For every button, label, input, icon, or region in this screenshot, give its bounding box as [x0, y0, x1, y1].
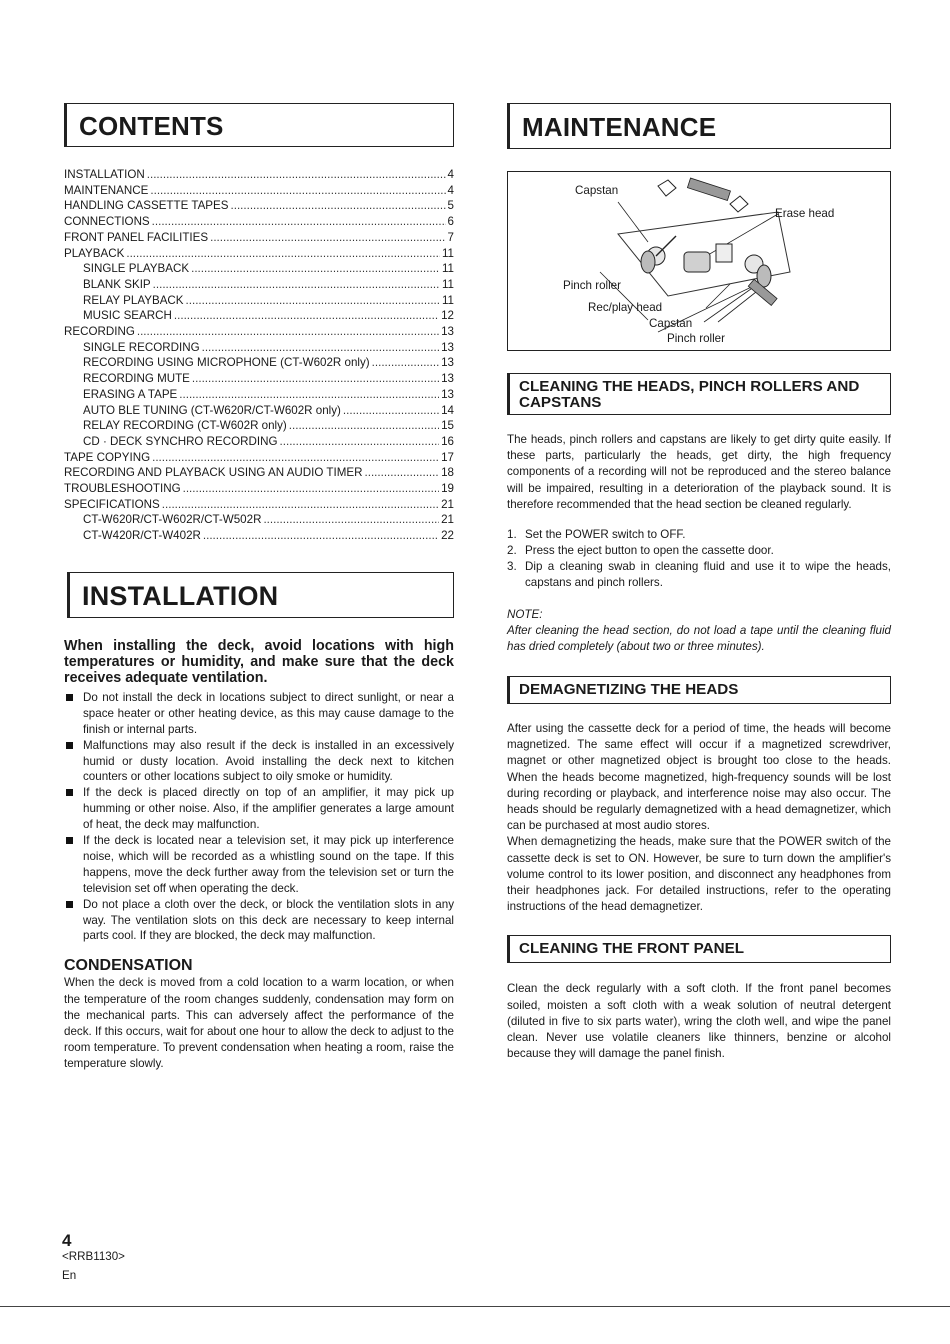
left-column: [64, 103, 454, 1073]
toc-leader-dots: [152, 214, 446, 230]
toc-entry-label: RECORDING USING MICROPHONE (CT-W602R only): [83, 356, 370, 370]
toc-entry: [64, 418, 454, 434]
toc-leader-dots: [183, 481, 439, 497]
bullet-square-icon: [66, 789, 73, 796]
toc-entry-page: 22: [441, 529, 454, 543]
toc-entry: [64, 230, 454, 246]
toc-entry-page: 14: [441, 403, 454, 417]
toc-leader-dots: [210, 230, 445, 246]
list-item: If the deck is placed directly on top of an amplifier, it may pick up humming or other noise. Also, if the amplifier generates a large amount of heat, the deck may malfunction.: [64, 785, 454, 833]
toc-entry-page: 17: [441, 450, 454, 464]
toc-entry: [64, 214, 454, 230]
toc-entry: [64, 293, 454, 309]
demagnetizing-text-1: After using the cassette deck for a period of time, the heads will become magnetized. The same effect will occur if a magnetized screwdriver, magnet or other magnetized object is brought too close to the heads. When the heads become magnetized, high-frequency sounds will be lost during recording or playback, and interference noise may also occur. The heads should be regularly demagnetized with a head demagnetizer, which can be purchased at most audio stores.: [507, 722, 891, 833]
toc-leader-dots: [365, 465, 440, 481]
toc-entry-page: 13: [441, 325, 454, 339]
toc-entry-page: 21: [441, 497, 454, 511]
toc-entry: [64, 434, 454, 450]
page-bottom-divider: [0, 1306, 950, 1307]
toc-leader-dots: [343, 403, 439, 419]
toc-leader-dots: [126, 246, 440, 262]
toc-entry-page: 5: [447, 199, 454, 213]
list-item: 3. Dip a cleaning swab in cleaning fluid and use it to wipe the heads, capstans and pinch rollers.: [507, 560, 891, 590]
table-of-contents: [64, 167, 454, 544]
toc-leader-dots: [150, 183, 445, 199]
toc-entry-label: SINGLE PLAYBACK: [83, 262, 190, 276]
toc-entry-page: 11: [441, 262, 454, 276]
demagnetizing-heading: DEMAGNETIZING THE HEADS: [507, 676, 891, 704]
toc-leader-dots: [137, 324, 439, 340]
installation-warning: When installing the deck, avoid locations with high temperatures or humidity, and make sure that the deck receives adequate ventilation.: [64, 637, 454, 686]
toc-leader-dots: [289, 418, 439, 434]
toc-leader-dots: [162, 497, 439, 513]
toc-entry-page: 11: [441, 293, 454, 307]
toc-entry-page: 16: [441, 434, 454, 448]
toc-entry: [64, 167, 454, 183]
toc-entry: [64, 512, 454, 528]
toc-leader-dots: [147, 167, 446, 183]
toc-entry-label: RELAY PLAYBACK: [83, 293, 184, 307]
toc-entry-label: SINGLE RECORDING: [83, 340, 200, 354]
note-label: NOTE:: [507, 608, 543, 622]
front-panel-text: Clean the deck regularly with a soft cloth. If the front panel becomes soiled, moisten a soft cloth with a weak solution of neutral detergent (diluted in five to six parts water), wring the cloth well, and wipe the panel clean. Never use volatile cleaners like thinners, benzine or alcohol because they will damage the panel finish.: [507, 982, 891, 1061]
toc-entry-label: RECORDING MUTE: [83, 372, 190, 386]
bullet-square-icon: [66, 742, 73, 749]
toc-entry-page: 13: [441, 356, 454, 370]
toc-entry-label: INSTALLATION: [64, 168, 145, 181]
toc-leader-dots: [191, 261, 440, 277]
toc-entry-label: CT-W620R/CT-W602R/CT-W502R: [83, 513, 262, 527]
list-item: Do not install the deck in locations subject to direct sunlight, or near a space heater or other heating device, as this may cause damage to the finish or internal parts.: [64, 690, 454, 738]
demagnetizing-text-2: When demagnetizing the heads, make sure that the POWER switch of the cassette deck is set to ON. However, be sure to turn down the amplifier's volume control to its lower position, and disconnect any headphones from their headphones jack. For detailed instructions, refer to the operating instructions of the head demagnetizer.: [507, 835, 891, 914]
toc-entry: [64, 246, 454, 262]
condensation-text: When the deck is moved from a cold location to a warm location, or when the temperature of the room changes suddenly, condensation may form on the mechanical parts. This can adversely affect the performance of the deck. If this occurs, wait for about one hour to allow the deck to adjust to the room temperature. To prevent condensation when heating a room, raise the temperature slowly.: [64, 976, 454, 1071]
right-column: [507, 103, 891, 1062]
installation-heading: INSTALLATION: [67, 572, 454, 618]
toc-leader-dots: [153, 277, 440, 293]
toc-leader-dots: [179, 387, 439, 403]
toc-entry-label: RECORDING AND PLAYBACK USING AN AUDIO TIMER: [64, 466, 363, 480]
toc-entry-label: RELAY RECORDING (CT-W602R only): [83, 419, 287, 433]
list-item: Do not place a cloth over the deck, or block the ventilation slots in any way. The ventilation slots on this deck are necessary to keep internal parts cool. If they are blocked, the deck may malfunction.: [64, 897, 454, 945]
toc-entry-label: CONNECTIONS: [64, 215, 150, 229]
toc-leader-dots: [263, 512, 439, 528]
label-erase-head: Erase head: [775, 207, 835, 220]
list-item: Malfunctions may also result if the deck is installed in an excessively humid or dusty location. Avoid installing the deck next to kitchen counters or other locations subject to oily smoke or humidity.: [64, 738, 454, 786]
toc-entry-page: 18: [441, 466, 454, 480]
toc-entry-label: TROUBLESHOOTING: [64, 482, 181, 496]
toc-entry-label: MUSIC SEARCH: [83, 309, 172, 323]
toc-entry-label: MAINTENANCE: [64, 183, 149, 197]
toc-entry-label: CT-W420R/CT-W402R: [83, 529, 201, 543]
toc-entry: [64, 183, 454, 199]
toc-entry-page: 19: [441, 482, 454, 496]
toc-entry-page: 15: [441, 419, 454, 433]
toc-entry: [64, 324, 454, 340]
list-item: 2. Press the eject button to open the cassette door.: [507, 544, 774, 558]
toc-entry-page: 11: [441, 277, 454, 291]
label-capstan-top: Capstan: [575, 184, 619, 197]
toc-entry: [64, 261, 454, 277]
cleaning-heads-heading: CLEANING THE HEADS, PINCH ROLLERS AND CAPSTANS: [507, 373, 891, 415]
list-item: 1. Set the POWER switch to OFF.: [507, 528, 686, 542]
toc-leader-dots: [203, 528, 439, 544]
toc-entry: [64, 465, 454, 481]
toc-entry-page: 21: [441, 513, 454, 527]
toc-entry-page: 13: [441, 340, 454, 354]
document-code: <RRB1130>: [62, 1250, 125, 1263]
toc-entry: [64, 481, 454, 497]
toc-entry-label: HANDLING CASSETTE TAPES: [64, 199, 229, 213]
list-item: If the deck is located near a television set, it may pick up interference noise, which will be recorded as a whistling sound on the tape. If this happens, move the deck further away from the television set or turn the television set off when operating the deck.: [64, 833, 454, 897]
toc-entry: [64, 198, 454, 214]
label-pinch-roller-bottom: Pinch roller: [667, 332, 725, 345]
toc-entry-page: 13: [441, 387, 454, 401]
toc-entry-page: 13: [441, 372, 454, 386]
toc-leader-dots: [372, 355, 439, 371]
toc-leader-dots: [152, 450, 439, 466]
toc-entry: [64, 340, 454, 356]
toc-entry-label: ERASING A TAPE: [83, 387, 178, 401]
tape-transport-illustration: [508, 172, 890, 350]
bullet-square-icon: [66, 694, 73, 701]
toc-entry-page: 4: [447, 183, 454, 197]
toc-leader-dots: [174, 308, 439, 324]
toc-leader-dots: [280, 434, 440, 450]
front-panel-heading: CLEANING THE FRONT PANEL: [507, 935, 891, 963]
toc-entry: [64, 528, 454, 544]
label-rec-play-head: Rec/play head: [588, 301, 663, 314]
toc-entry-label: SPECIFICATIONS: [64, 497, 160, 511]
toc-leader-dots: [186, 293, 440, 309]
toc-entry: [64, 277, 454, 293]
toc-entry-label: RECORDING: [64, 325, 135, 339]
toc-entry-label: AUTO BLE TUNING (CT-W620R/CT-W602R only): [83, 403, 341, 417]
bullet-square-icon: [66, 901, 73, 908]
toc-leader-dots: [202, 340, 439, 356]
note-text: After cleaning the head section, do not load a tape until the cleaning fluid has dried completely (about two or three minutes).: [507, 624, 891, 654]
condensation-heading: CONDENSATION: [64, 957, 193, 975]
toc-entry: [64, 497, 454, 513]
toc-entry: [64, 355, 454, 371]
toc-entry-label: FRONT PANEL FACILITIES: [64, 230, 209, 244]
tape-head-diagram: [507, 171, 891, 351]
page-number: 4: [62, 1231, 72, 1250]
toc-entry-label: CD · DECK SYNCHRO RECORDING: [83, 434, 278, 448]
language-code: En: [62, 1269, 77, 1282]
toc-entry: [64, 371, 454, 387]
toc-entry-page: 7: [447, 230, 454, 244]
toc-entry-label: TAPE COPYING: [64, 450, 151, 464]
bullet-square-icon: [66, 837, 73, 844]
toc-entry: [64, 387, 454, 403]
toc-entry-page: 6: [447, 215, 454, 229]
toc-entry: [64, 403, 454, 419]
installation-bullets: [64, 690, 454, 945]
toc-leader-dots: [231, 198, 446, 214]
toc-entry-label: BLANK SKIP: [83, 277, 151, 291]
cleaning-heads-text: The heads, pinch rollers and capstans are likely to get dirty quite easily. If these parts, particularly the heads, get dirty, the high frequency components of a recording will not be reproduced and the stereo balance will be impaired, resulting in a deterioration of the playback sound. It is therefore recommended that the head section be cleaned regularly.: [507, 433, 891, 511]
toc-entry-page: 11: [441, 246, 454, 260]
contents-heading: CONTENTS: [64, 103, 454, 147]
toc-entry-label: PLAYBACK: [64, 246, 125, 260]
toc-entry: [64, 450, 454, 466]
maintenance-heading: MAINTENANCE: [507, 103, 891, 149]
toc-entry-page: 12: [441, 309, 454, 323]
toc-entry-page: 4: [447, 168, 454, 181]
label-capstan-bottom: Capstan: [649, 317, 693, 330]
toc-entry: [64, 308, 454, 324]
toc-leader-dots: [192, 371, 439, 387]
cleaning-steps: [507, 527, 891, 591]
label-pinch-roller-left: Pinch roller: [563, 279, 621, 292]
